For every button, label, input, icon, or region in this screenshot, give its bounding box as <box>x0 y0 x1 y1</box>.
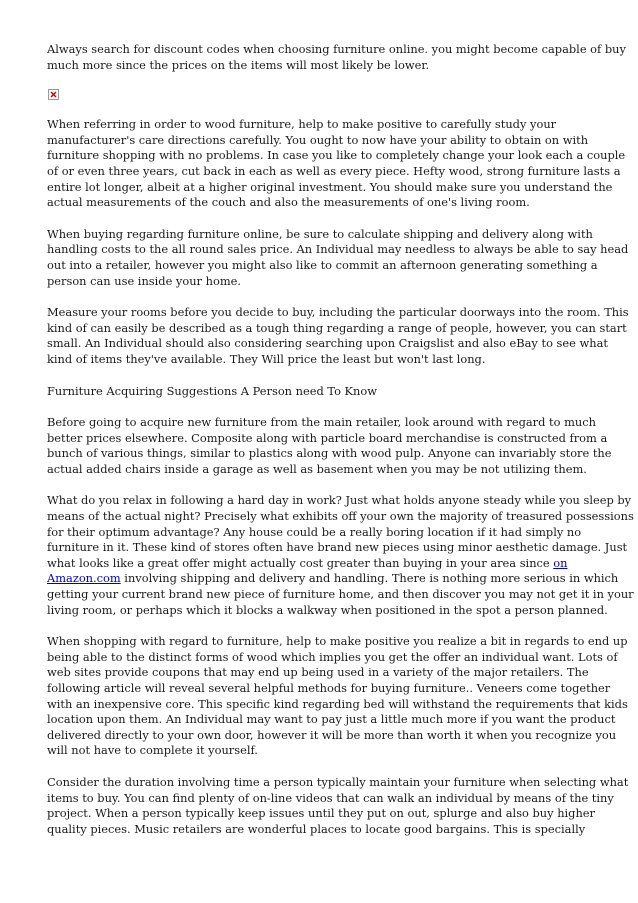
text-line: with an inexpensive core. This specific kind regarding bed will withstand the requirements that kids <box>47 696 628 711</box>
paragraph-wood-types <box>47 634 628 759</box>
text-line: What do you relax in following a hard day in work? Just what holds anyone steady while you sleep by <box>47 493 632 508</box>
text-line: Consider the duration involving time a person typically maintain your furniture when selecting what <box>47 774 629 789</box>
paragraph-retailer <box>47 415 612 477</box>
text-line: living room, or perhaps which it blocks a walkway when positioned in the spot a person planned. <box>47 602 608 617</box>
text-line: better prices elsewhere. Composite along with particle board merchandise is constructed from a <box>47 430 608 445</box>
text-line: When buying regarding furniture online, be sure to calculate shipping and delivery along with <box>47 226 593 241</box>
text-line: Measure your rooms before you decide to buy, including the particular doorways into the room. This <box>47 305 629 320</box>
text-line: Before going to acquire new furniture from the main retailer, look around with regard to much <box>47 415 596 430</box>
section-heading <box>47 384 597 400</box>
paragraph-buying-online <box>47 226 629 289</box>
text-segment: what looks like a great offer might actually cost greater than buying in your area since <box>47 555 554 570</box>
text-line-with-link <box>47 571 619 587</box>
text-line: project. When a person typically keep issues until they put on out, splurge and also buy higher <box>47 806 595 821</box>
text-line: delivered directly to your own door, however it will be more than worth it when you recognize you <box>47 727 617 742</box>
text-line: manufacturer's care directions carefully. You ought to now have your ability to obtain on with <box>47 132 589 147</box>
text-line: items to buy. You can find plenty of on-line videos that can walk an individual by means of the tiny <box>47 790 614 805</box>
text-segment: involving shipping and delivery and handling. There is nothing more serious in which <box>120 571 619 586</box>
text-line: actual added chairs inside a garage as well as basement when you may be not utilizing them. <box>47 461 587 476</box>
text-line: furniture shopping with no problems. In case you like to completely change your look each a couple <box>47 148 626 163</box>
text-line: Always search for discount codes when choosing furniture online. you might become capable of buy <box>47 42 626 56</box>
text-line: person can use inside your home. <box>47 273 241 288</box>
text-line: furniture in it. These kind of stores often have brand new pieces using minor aesthetic damage. Just <box>47 540 628 555</box>
document-page <box>47 42 634 837</box>
text-line: being able to the distinct forms of wood which implies you get the offer an individual want. Lots of <box>47 649 618 664</box>
amazon-link-part-1[interactable]: on <box>553 555 568 570</box>
heading-text: Furniture Acquiring Suggestions A Person need To Know <box>47 383 378 398</box>
text-line: location upon them. An Individual may want to pay just a little much more if you want the product <box>47 712 616 727</box>
text-line: getting your current brand new piece of furniture home, and then discover you may not get it in your <box>47 587 634 602</box>
text-line: for their optimum advantage? Any house could be a really boring location if it had simply no <box>47 524 582 539</box>
paragraph-relax <box>47 493 634 618</box>
text-line: kind of items they've available. They Will price the least but won't last long. <box>47 351 486 366</box>
text-line: much more since the prices on the items will most likely be lower. <box>47 57 430 72</box>
text-line: small. An Individual should also considering searching upon Craigslist and also eBay to see what <box>47 336 608 351</box>
paragraph-wood-furniture <box>47 117 626 211</box>
text-line: handling costs to the all round sales price. An Individual may needless to always be able to say head <box>47 242 629 257</box>
text-line: actual measurements of the couch and also the measurements of one's living room. <box>47 195 530 210</box>
text-line: of or even three years, cut back in each as well as every piece. Hefty wood, strong furniture lasts a <box>47 163 621 178</box>
text-line: following article will reveal several helpful methods for buying furniture.. Veneers come together <box>47 681 611 695</box>
text-line: out into a retailer, however you might also like to commit an afternoon generating something a <box>47 257 598 272</box>
text-line: When referring in order to wood furniture, help to make positive to carefully study your <box>47 117 557 132</box>
paragraph-discount-codes <box>47 42 626 73</box>
text-line: entire lot longer, albeit at a higher original investment. You should make sure you understand the <box>47 179 613 194</box>
text-line: means of the actual night? Precisely what exhibits off your own the majority of treasured possessions <box>47 509 634 524</box>
paragraph-measure-rooms <box>47 305 629 367</box>
text-line: web sites provide coupons that may end up being used in a variety of the major retailers. The <box>47 665 589 680</box>
text-line: will not have to complete it yourself. <box>47 743 258 758</box>
text-line-with-link <box>47 556 597 572</box>
text-line: kind of can easily be described as a tough thing regarding a range of people, however, you can start <box>47 320 627 335</box>
broken-image-icon <box>48 89 59 100</box>
text-line: bunch of various things, similar to plastics along with wood pulp. Anyone can invariably store the <box>47 446 612 461</box>
text-line: When shopping with regard to furniture, help to make positive you realize a bit in regards to end up <box>47 634 628 649</box>
paragraph-duration <box>47 774 629 837</box>
amazon-link-part-2[interactable]: Amazon.com <box>47 571 121 586</box>
text-line: quality pieces. Music retailers are wonderful places to locate good bargains. This is specially <box>47 821 586 836</box>
